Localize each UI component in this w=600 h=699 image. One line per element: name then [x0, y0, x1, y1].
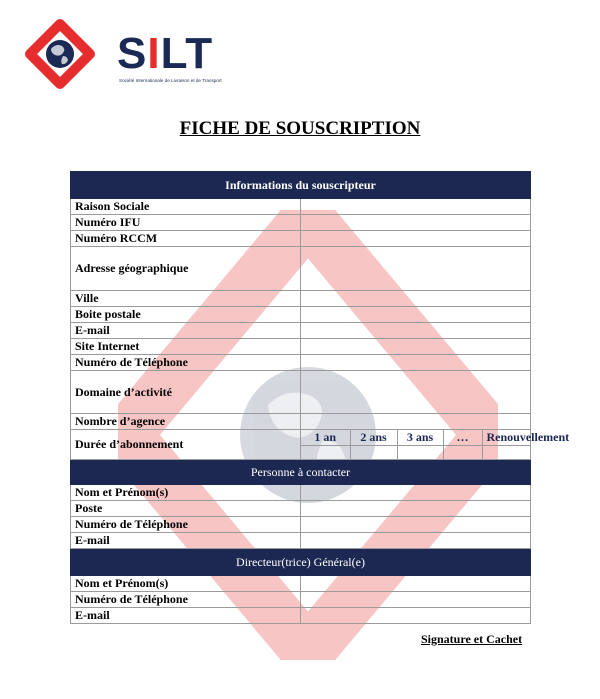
ifu-field[interactable] [301, 215, 531, 231]
duration-checkboxes [301, 446, 530, 460]
site-field[interactable] [301, 339, 531, 355]
contact-telephone-field[interactable] [301, 517, 531, 533]
field-label: Numéro de Téléphone [71, 517, 301, 533]
duration-check-other[interactable] [443, 446, 482, 460]
field-label: E-mail [71, 608, 301, 624]
duration-labels [301, 430, 530, 446]
field-label: Numéro de Téléphone [71, 592, 301, 608]
email-field[interactable] [301, 323, 531, 339]
field-label: Ville [71, 291, 301, 307]
duration-grid [301, 430, 570, 459]
section-header-subscriber [71, 172, 531, 199]
director-nom-field[interactable] [301, 576, 531, 592]
form-row-contact-nom [71, 485, 531, 501]
form-row-duree [71, 430, 531, 460]
form-row-contact-poste [71, 501, 531, 517]
logo-letter-i: I [147, 29, 161, 78]
section-header-contact [71, 460, 531, 485]
field-label: Nom et Prénom(s) [71, 485, 301, 501]
field-label: Numéro IFU [71, 215, 301, 231]
field-label: Numéro RCCM [71, 231, 301, 247]
form-row-director-telephone [71, 592, 531, 608]
form-row-director-nom [71, 576, 531, 592]
field-label: Durée d’abonnement [71, 430, 301, 460]
form-row-raison-sociale [71, 199, 531, 215]
contact-poste-field[interactable] [301, 501, 531, 517]
field-label: Site Internet [71, 339, 301, 355]
silt-logo [24, 18, 222, 90]
section-header-label: Informations du souscripteur [71, 172, 531, 199]
field-label: Nom et Prénom(s) [71, 576, 301, 592]
rccm-field[interactable] [301, 231, 531, 247]
form-row-director-email [71, 608, 531, 624]
logo-tagline: Société Internationale de Livraison et de Transport [119, 78, 222, 83]
duration-option-other: … [443, 430, 482, 446]
telephone-field[interactable] [301, 355, 531, 371]
duration-check-renouvellement[interactable] [482, 446, 530, 460]
contact-email-field[interactable] [301, 533, 531, 549]
contact-nom-field[interactable] [301, 485, 531, 501]
form-row-agences [71, 414, 531, 430]
raison-sociale-field[interactable] [301, 199, 531, 215]
subscription-form [70, 171, 570, 624]
form-row-site [71, 339, 531, 355]
signature-label: Signature et Cachet [421, 632, 523, 646]
domaine-field[interactable] [301, 371, 531, 414]
director-email-field[interactable] [301, 608, 531, 624]
field-label: Poste [71, 501, 301, 517]
page-title: FICHE DE SOUSCRIPTION [179, 118, 421, 139]
adresse-field[interactable] [301, 247, 531, 291]
duration-check-2ans[interactable] [350, 446, 397, 460]
duration-option-1an: 1 an [301, 430, 350, 446]
form-row-boite-postale [71, 307, 531, 323]
form-row-telephone [71, 355, 531, 371]
field-label: Numéro de Téléphone [71, 355, 301, 371]
ville-field[interactable] [301, 291, 531, 307]
duration-option-2ans: 2 ans [350, 430, 397, 446]
form-row-contact-email [71, 533, 531, 549]
field-label: Nombre d’agence [71, 414, 301, 430]
form-row-email [71, 323, 531, 339]
agences-field[interactable] [301, 414, 531, 430]
form-row-rccm [71, 231, 531, 247]
duration-check-3ans[interactable] [397, 446, 443, 460]
logo-wordmark: SILT [117, 29, 214, 78]
duration-option-renouvellement: Renouvellement [482, 430, 530, 446]
field-label: Boite postale [71, 307, 301, 323]
field-label: Raison Sociale [71, 199, 301, 215]
form-row-adresse [71, 247, 531, 291]
form-row-ifu [71, 215, 531, 231]
director-telephone-field[interactable] [301, 592, 531, 608]
field-label: E-mail [71, 533, 301, 549]
field-label: E-mail [71, 323, 301, 339]
section-header-label: Directeur(trice) Général(e) [71, 549, 531, 576]
boite-postale-field[interactable] [301, 307, 531, 323]
section-header-director [71, 549, 531, 576]
section-header-label: Personne à contacter [71, 460, 531, 485]
form-row-ville [71, 291, 531, 307]
form-row-domaine [71, 371, 531, 414]
field-label: Adresse géographique [71, 247, 301, 291]
field-label: Domaine d’activité [71, 371, 301, 414]
duration-option-3ans: 3 ans [397, 430, 443, 446]
form-row-contact-telephone [71, 517, 531, 533]
duree-options [301, 430, 570, 460]
silt-logo-icon [24, 18, 96, 90]
duration-check-1an[interactable] [301, 446, 350, 460]
